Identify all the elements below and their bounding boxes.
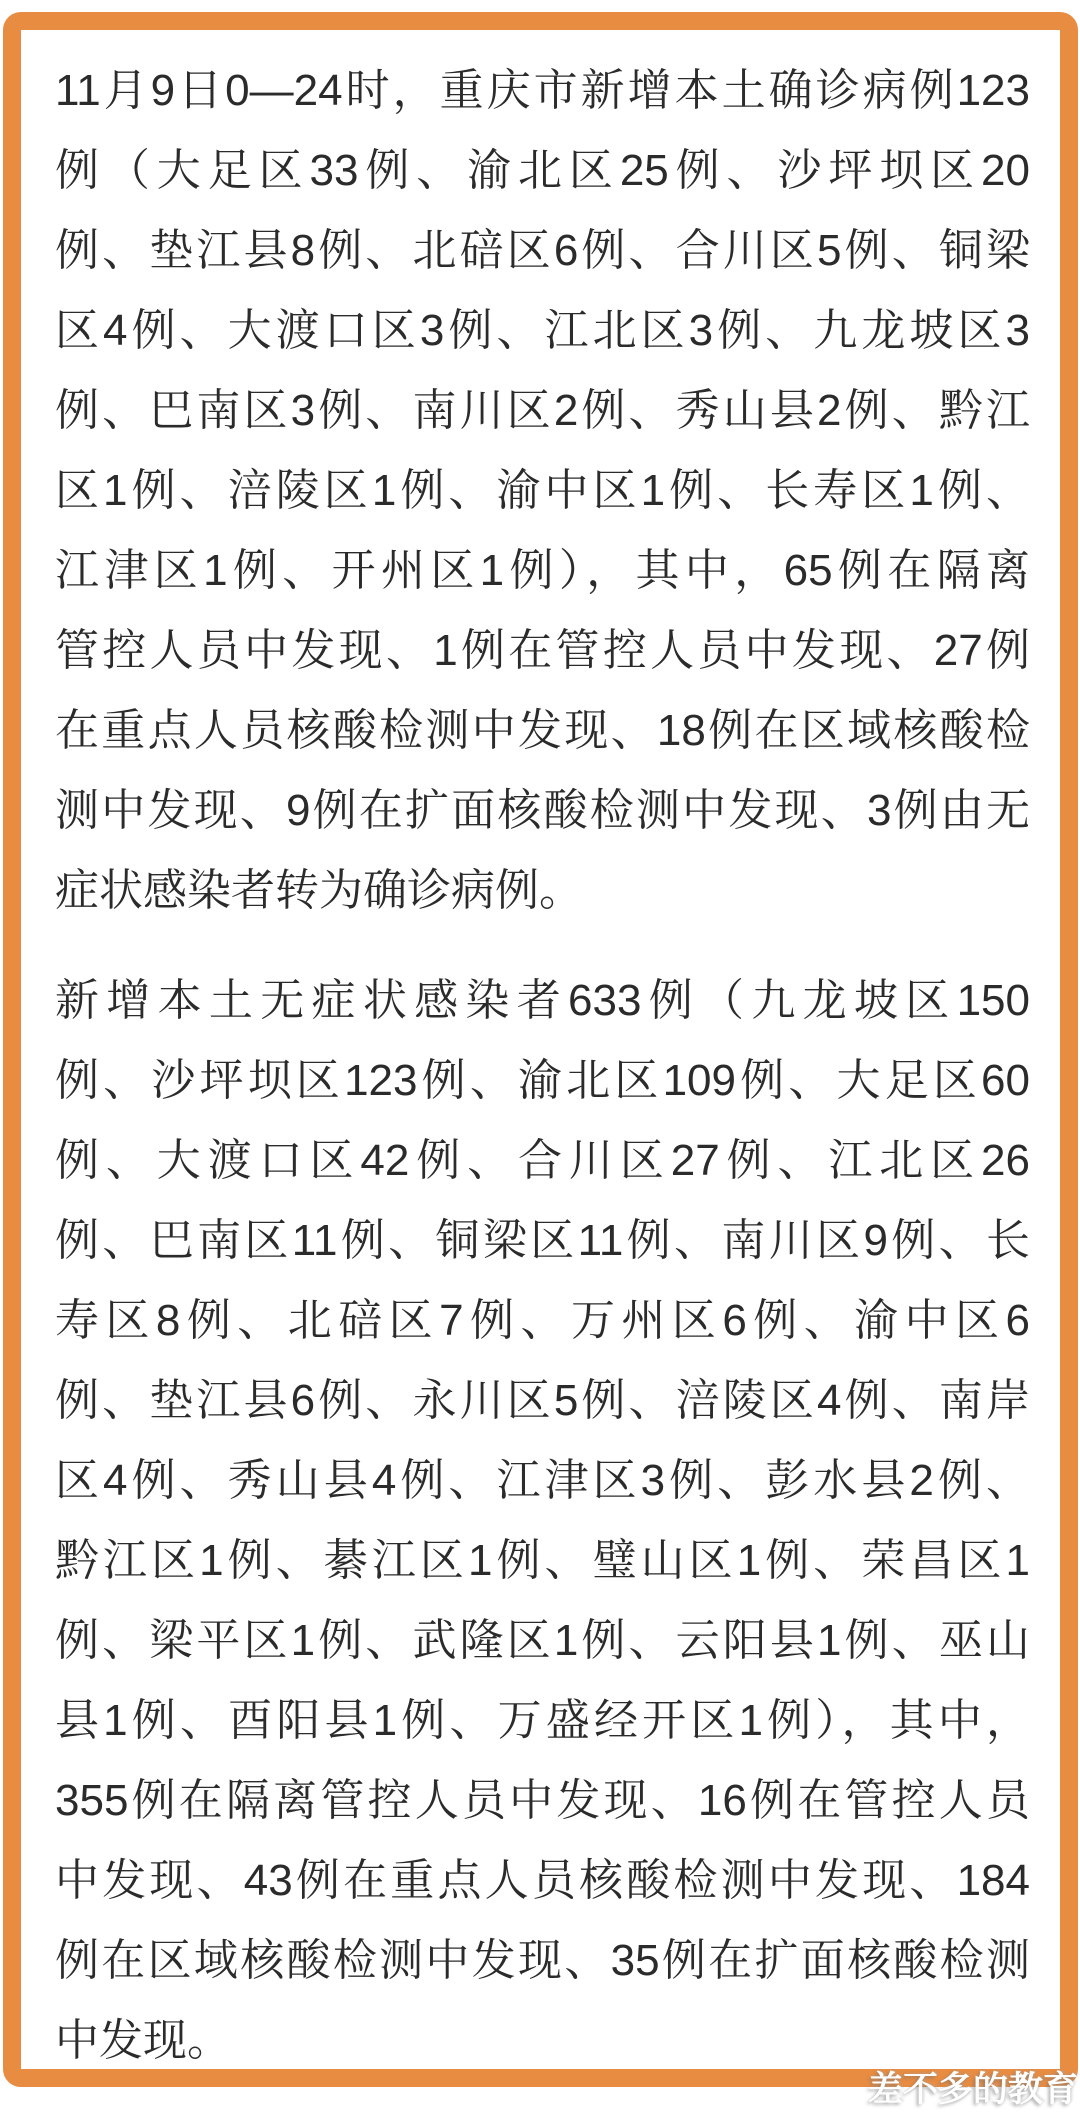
text-line: 管控人员中发现、1例在管控人员中发现、27例: [55, 626, 1030, 675]
text-line: 寿区8例、北碚区7例、万州区6例、渝中区6: [55, 1296, 1030, 1345]
text-line: 例、垫江县6例、永川区5例、涪陵区4例、南岸: [55, 1376, 1030, 1425]
text-line: 例、梁平区1例、武隆区1例、云阳县1例、巫山: [55, 1616, 1030, 1665]
text-line: 区4例、大渡口区3例、江北区3例、九龙坡区3: [55, 306, 1030, 355]
text-line: 新增本土无症状感染者633例（九龙坡区150: [55, 976, 1030, 1025]
text-line: 例（大足区33例、渝北区25例、沙坪坝区20: [55, 146, 1030, 195]
watermark: 差不多的教育: [867, 2070, 1078, 2109]
paragraph-confirmed-cases: [55, 51, 1030, 931]
text-line: 区4例、秀山县4例、江津区3例、彭水县2例、: [55, 1456, 1030, 1505]
text-line: 症状感染者转为确诊病例。: [55, 866, 583, 915]
text-line: 例、巴南区3例、南川区2例、秀山县2例、黔江: [55, 386, 1030, 435]
text-line: 例、巴南区11例、铜梁区11例、南川区9例、长: [55, 1216, 1030, 1265]
text-line: 例、垫江县8例、北碚区6例、合川区5例、铜梁: [55, 226, 1030, 275]
text-line: 例、大渡口区42例、合川区27例、江北区26: [55, 1136, 1030, 1185]
text-line: 县1例、酉阳县1例、万盛经开区1例），其中，: [55, 1696, 1030, 1745]
text-line: 在重点人员核酸检测中发现、18例在区域核酸检: [55, 706, 1030, 755]
text-line: 中发现。: [55, 2016, 231, 2065]
paragraph-asymptomatic-cases: [55, 961, 1030, 2081]
text-line: 11月9日0—24时，重庆市新增本土确诊病例123: [55, 66, 1030, 115]
text-line: 黔江区1例、綦江区1例、璧山区1例、荣昌区1: [55, 1536, 1030, 1585]
text-line: 例、沙坪坝区123例、渝北区109例、大足区60: [55, 1056, 1030, 1105]
text-line: 355例在隔离管控人员中发现、16例在管控人员: [55, 1776, 1030, 1825]
article: [55, 51, 1030, 2081]
text-line: 测中发现、9例在扩面核酸检测中发现、3例由无: [55, 786, 1030, 835]
text-line: 中发现、43例在重点人员核酸检测中发现、184: [55, 1856, 1030, 1905]
text-line: 区1例、涪陵区1例、渝中区1例、长寿区1例、: [55, 466, 1030, 515]
text-line: 例在区域核酸检测中发现、35例在扩面核酸检测: [55, 1936, 1030, 1985]
text-line: 江津区1例、开州区1例），其中，65例在隔离: [55, 546, 1030, 595]
